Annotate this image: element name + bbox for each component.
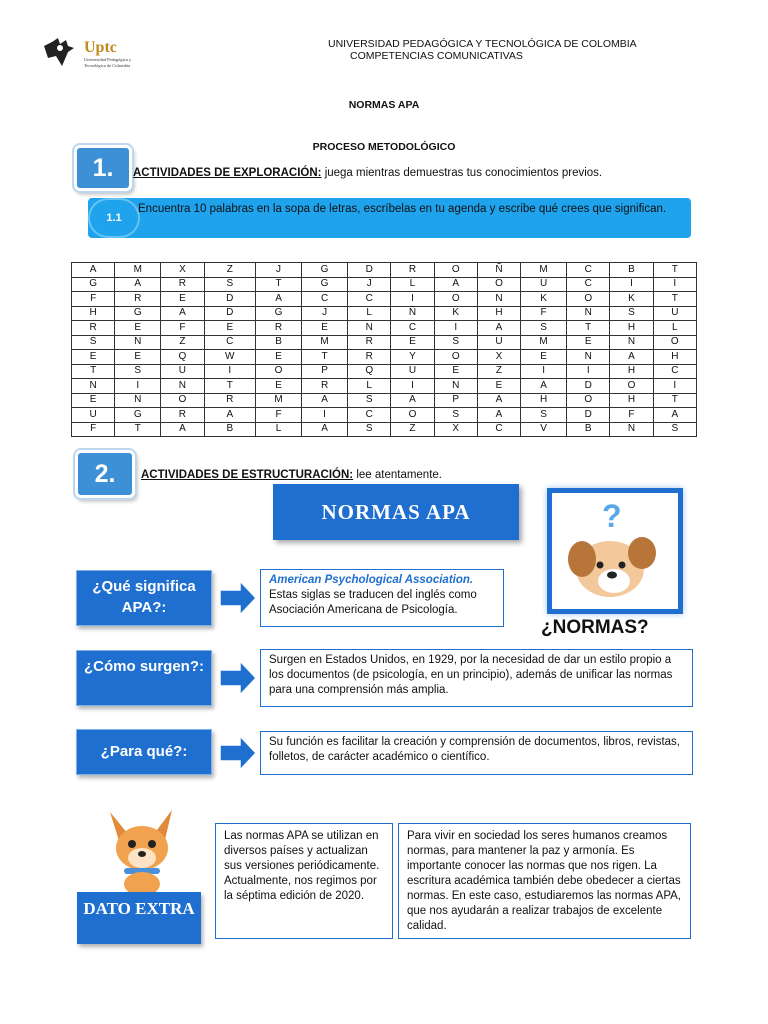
grid-cell: H — [477, 306, 520, 321]
grid-cell: I — [391, 379, 434, 394]
grid-cell: H — [653, 350, 696, 365]
grid-cell: O — [434, 292, 477, 307]
grid-cell: E — [256, 379, 302, 394]
grid-cell: A — [256, 292, 302, 307]
grid-row — [72, 408, 697, 423]
uptc-logo — [40, 36, 150, 72]
grid-cell: Z — [204, 263, 255, 278]
grid-cell: R — [256, 321, 302, 336]
grid-cell: G — [256, 306, 302, 321]
grid-cell: J — [348, 277, 391, 292]
grid-row — [72, 263, 697, 278]
grid-cell: Q — [348, 364, 391, 379]
grid-cell: U — [653, 306, 696, 321]
grid-cell: T — [115, 422, 161, 437]
grid-cell: G — [302, 277, 348, 292]
grid-row — [72, 335, 697, 350]
grid-cell: S — [653, 422, 696, 437]
grid-cell: O — [567, 292, 610, 307]
grid-cell: N — [567, 306, 610, 321]
grid-cell: R — [302, 379, 348, 394]
grid-cell: E — [204, 321, 255, 336]
grid-cell: E — [434, 364, 477, 379]
grid-cell: S — [521, 408, 567, 423]
arrow-right-icon — [218, 579, 258, 617]
grid-cell: L — [653, 321, 696, 336]
grid-cell: X — [434, 422, 477, 437]
grid-cell: G — [115, 408, 161, 423]
grid-cell: J — [302, 306, 348, 321]
grid-cell: A — [115, 277, 161, 292]
answer-apa-meaning — [260, 569, 504, 627]
grid-cell: E — [302, 321, 348, 336]
grid-cell: I — [653, 379, 696, 394]
grid-cell: N — [434, 379, 477, 394]
grid-cell: A — [521, 379, 567, 394]
svg-text:Universidad Pedagógica y: Universidad Pedagógica y — [84, 57, 132, 62]
grid-row — [72, 393, 697, 408]
grid-cell: R — [115, 292, 161, 307]
grid-cell: U — [477, 335, 520, 350]
grid-cell: N — [115, 393, 161, 408]
grid-cell: F — [72, 422, 115, 437]
grid-row — [72, 306, 697, 321]
grid-cell: N — [115, 335, 161, 350]
grid-cell: H — [610, 393, 653, 408]
dato-extra-box-1: Las normas APA se utilizan en diversos países y actualizan sus versiones periódicamente. Actualmente, nos regimos por la séptima edición de 2020. — [215, 823, 393, 939]
eagle-icon — [44, 38, 74, 66]
grid-cell: T — [72, 364, 115, 379]
grid-cell: A — [653, 408, 696, 423]
grid-cell: C — [348, 292, 391, 307]
grid-cell: Y — [391, 350, 434, 365]
grid-cell: L — [391, 277, 434, 292]
word-search-grid — [71, 262, 697, 437]
grid-cell: Z — [477, 364, 520, 379]
grid-cell: D — [204, 292, 255, 307]
grid-row — [72, 321, 697, 336]
university-name: UNIVERSIDAD PEDAGÓGICA Y TECNOLÓGICA DE COLOMBIA — [328, 38, 637, 50]
grid-cell: F — [521, 306, 567, 321]
grid-cell: E — [161, 292, 204, 307]
grid-cell: L — [348, 379, 391, 394]
grid-cell: C — [204, 335, 255, 350]
section-2-label-rest: lee atentamente. — [353, 469, 442, 481]
grid-cell: N — [567, 350, 610, 365]
grid-cell: O — [567, 393, 610, 408]
grid-cell: C — [391, 321, 434, 336]
grid-cell: S — [348, 422, 391, 437]
grid-row — [72, 379, 697, 394]
grid-cell: A — [477, 393, 520, 408]
grid-cell: M — [302, 335, 348, 350]
grid-cell: S — [610, 306, 653, 321]
grid-cell: S — [348, 393, 391, 408]
grid-cell: G — [72, 277, 115, 292]
grid-cell: I — [391, 292, 434, 307]
grid-cell: A — [434, 277, 477, 292]
instruction-number: 1.1 — [88, 198, 140, 238]
grid-cell: T — [653, 263, 696, 278]
instruction-text: Encuentra 10 palabras en la sopa de letras, escríbelas en tu agenda y escribe qué crees que significan. — [138, 203, 667, 215]
grid-cell: I — [434, 321, 477, 336]
question-purpose: ¿Para qué?: — [76, 729, 212, 775]
grid-cell: N — [610, 422, 653, 437]
grid-cell: M — [521, 263, 567, 278]
grid-cell: M — [256, 393, 302, 408]
grid-cell: E — [115, 321, 161, 336]
grid-cell: H — [610, 364, 653, 379]
logo-wordmark: Uptc — [84, 39, 117, 56]
grid-cell: E — [477, 379, 520, 394]
grid-cell: N — [161, 379, 204, 394]
grid-cell: A — [610, 350, 653, 365]
grid-cell: K — [610, 292, 653, 307]
grid-cell: I — [653, 277, 696, 292]
grid-cell: O — [256, 364, 302, 379]
svg-text:Tecnológica de Colombia: Tecnológica de Colombia — [84, 63, 131, 68]
grid-cell: U — [72, 408, 115, 423]
grid-cell: R — [348, 350, 391, 365]
grid-row — [72, 277, 697, 292]
grid-cell: E — [115, 350, 161, 365]
grid-cell: S — [72, 335, 115, 350]
grid-row — [72, 292, 697, 307]
grid-cell: M — [115, 263, 161, 278]
grid-cell: Z — [391, 422, 434, 437]
dog-question-image — [547, 488, 683, 614]
grid-cell: H — [521, 393, 567, 408]
section-2-label — [141, 469, 442, 481]
grid-cell: N — [477, 292, 520, 307]
grid-cell: N — [348, 321, 391, 336]
section-1-label-rest: juega mientras demuestras tus conocimientos previos. — [321, 167, 603, 179]
grid-cell: W — [204, 350, 255, 365]
grid-cell: O — [610, 379, 653, 394]
grid-cell: O — [434, 350, 477, 365]
grid-cell: B — [256, 335, 302, 350]
grid-cell: G — [115, 306, 161, 321]
answer-purpose: Su función es facilitar la creación y comprensión de documentos, libros, revistas, folletos, de carácter académico o científico. — [260, 731, 693, 775]
section-2-badge: 2. — [75, 450, 135, 498]
grid-cell: O — [477, 277, 520, 292]
grid-cell: A — [477, 321, 520, 336]
grid-cell: Ñ — [477, 263, 520, 278]
grid-cell: E — [391, 335, 434, 350]
grid-cell: I — [610, 277, 653, 292]
grid-cell: T — [302, 350, 348, 365]
grid-cell: Q — [161, 350, 204, 365]
grid-cell: A — [204, 408, 255, 423]
grid-cell: X — [477, 350, 520, 365]
grid-cell: R — [391, 263, 434, 278]
grid-cell: R — [161, 277, 204, 292]
grid-cell: C — [567, 263, 610, 278]
grid-cell: E — [567, 335, 610, 350]
arrow-right-icon — [218, 659, 258, 697]
grid-cell: C — [348, 408, 391, 423]
grid-cell: O — [653, 335, 696, 350]
grid-cell: V — [521, 422, 567, 437]
grid-cell: I — [521, 364, 567, 379]
answer-apa-meaning-text: Estas siglas se traducen del inglés como Asociación Americana de Psicología. — [269, 589, 477, 616]
grid-cell: U — [391, 364, 434, 379]
grid-cell: D — [567, 379, 610, 394]
apa-full-name: American Psychological Association. — [269, 574, 474, 586]
grid-cell: C — [477, 422, 520, 437]
grid-cell: T — [256, 277, 302, 292]
normas-caption: ¿NORMAS? — [541, 617, 649, 638]
grid-cell: R — [204, 393, 255, 408]
grid-cell: U — [161, 364, 204, 379]
section-1-label — [133, 167, 602, 179]
grid-cell: A — [391, 393, 434, 408]
section-1-badge: 1. — [74, 145, 132, 191]
grid-cell: P — [434, 393, 477, 408]
grid-cell: N — [610, 335, 653, 350]
grid-cell: E — [72, 350, 115, 365]
grid-cell: F — [256, 408, 302, 423]
grid-cell: S — [434, 335, 477, 350]
dato-extra-label: DATO EXTRA — [77, 892, 201, 944]
grid-cell: X — [161, 263, 204, 278]
grid-cell: D — [567, 408, 610, 423]
grid-cell: D — [204, 306, 255, 321]
grid-cell: E — [72, 393, 115, 408]
grid-cell: E — [521, 350, 567, 365]
grid-cell: F — [610, 408, 653, 423]
grid-cell: K — [434, 306, 477, 321]
grid-cell: C — [567, 277, 610, 292]
grid-cell: I — [567, 364, 610, 379]
dog-image — [102, 804, 180, 896]
question-apa-meaning: ¿Qué significa APA?: — [76, 570, 212, 626]
course-name: COMPETENCIAS COMUNICATIVAS — [350, 50, 523, 62]
grid-cell: A — [72, 263, 115, 278]
grid-cell: D — [348, 263, 391, 278]
grid-cell: C — [302, 292, 348, 307]
grid-cell: Ñ — [391, 306, 434, 321]
grid-cell: L — [348, 306, 391, 321]
grid-cell: Z — [161, 335, 204, 350]
page-title: NORMAS APA — [348, 99, 420, 111]
grid-cell: E — [256, 350, 302, 365]
grid-row — [72, 422, 697, 437]
grid-cell: I — [204, 364, 255, 379]
grid-cell: N — [72, 379, 115, 394]
section-1-label-bold: ACTIVIDADES DE EXPLORACIÓN: — [133, 167, 322, 179]
grid-row — [72, 350, 697, 365]
grid-cell: T — [567, 321, 610, 336]
grid-cell: T — [653, 292, 696, 307]
grid-cell: S — [521, 321, 567, 336]
grid-cell: A — [161, 422, 204, 437]
grid-row — [72, 364, 697, 379]
grid-cell: B — [204, 422, 255, 437]
grid-cell: R — [348, 335, 391, 350]
section-2-label-bold: ACTIVIDADES DE ESTRUCTURACIÓN: — [141, 469, 354, 481]
answer-origin: Surgen en Estados Unidos, en 1929, por la necesidad de dar un estilo propio a los documentos (de psicología, en un principio), además de unificar las normas para una comprensión más amplia. — [260, 649, 693, 707]
grid-cell: L — [256, 422, 302, 437]
grid-cell: S — [204, 277, 255, 292]
dato-extra-box-2: Para vivir en sociedad los seres humanos creamos normas, para mantener la paz y armonía. Es importante conocer las normas que nos rigen. La escritura académica también debe obedecer a ciertas normas. En este caso, estudiaremos las normas APA, que nos ayudarán a realizar trabajos de excelente calidad. — [398, 823, 691, 939]
question-mark-icon: ? — [602, 498, 622, 534]
grid-cell: R — [72, 321, 115, 336]
grid-cell: I — [115, 379, 161, 394]
grid-cell: H — [72, 306, 115, 321]
grid-cell: B — [567, 422, 610, 437]
grid-cell: R — [161, 408, 204, 423]
page-subtitle: PROCESO METODOLÓGICO — [312, 141, 456, 153]
grid-cell: A — [302, 393, 348, 408]
grid-cell: M — [521, 335, 567, 350]
grid-cell: O — [391, 408, 434, 423]
grid-cell: U — [521, 277, 567, 292]
grid-cell: T — [653, 393, 696, 408]
grid-cell: P — [302, 364, 348, 379]
grid-cell: K — [521, 292, 567, 307]
grid-cell: J — [256, 263, 302, 278]
arrow-right-icon — [218, 734, 258, 772]
grid-cell: T — [204, 379, 255, 394]
grid-cell: A — [302, 422, 348, 437]
question-origin: ¿Cómo surgen?: — [76, 650, 212, 706]
grid-cell: F — [161, 321, 204, 336]
grid-cell: A — [161, 306, 204, 321]
grid-cell: S — [115, 364, 161, 379]
grid-cell: G — [302, 263, 348, 278]
grid-cell: O — [161, 393, 204, 408]
grid-cell: F — [72, 292, 115, 307]
normas-apa-banner: NORMAS APA — [273, 484, 519, 540]
grid-cell: O — [434, 263, 477, 278]
grid-cell: S — [434, 408, 477, 423]
grid-cell: C — [653, 364, 696, 379]
grid-cell: B — [610, 263, 653, 278]
grid-cell: I — [302, 408, 348, 423]
grid-cell: H — [610, 321, 653, 336]
grid-cell: A — [477, 408, 520, 423]
